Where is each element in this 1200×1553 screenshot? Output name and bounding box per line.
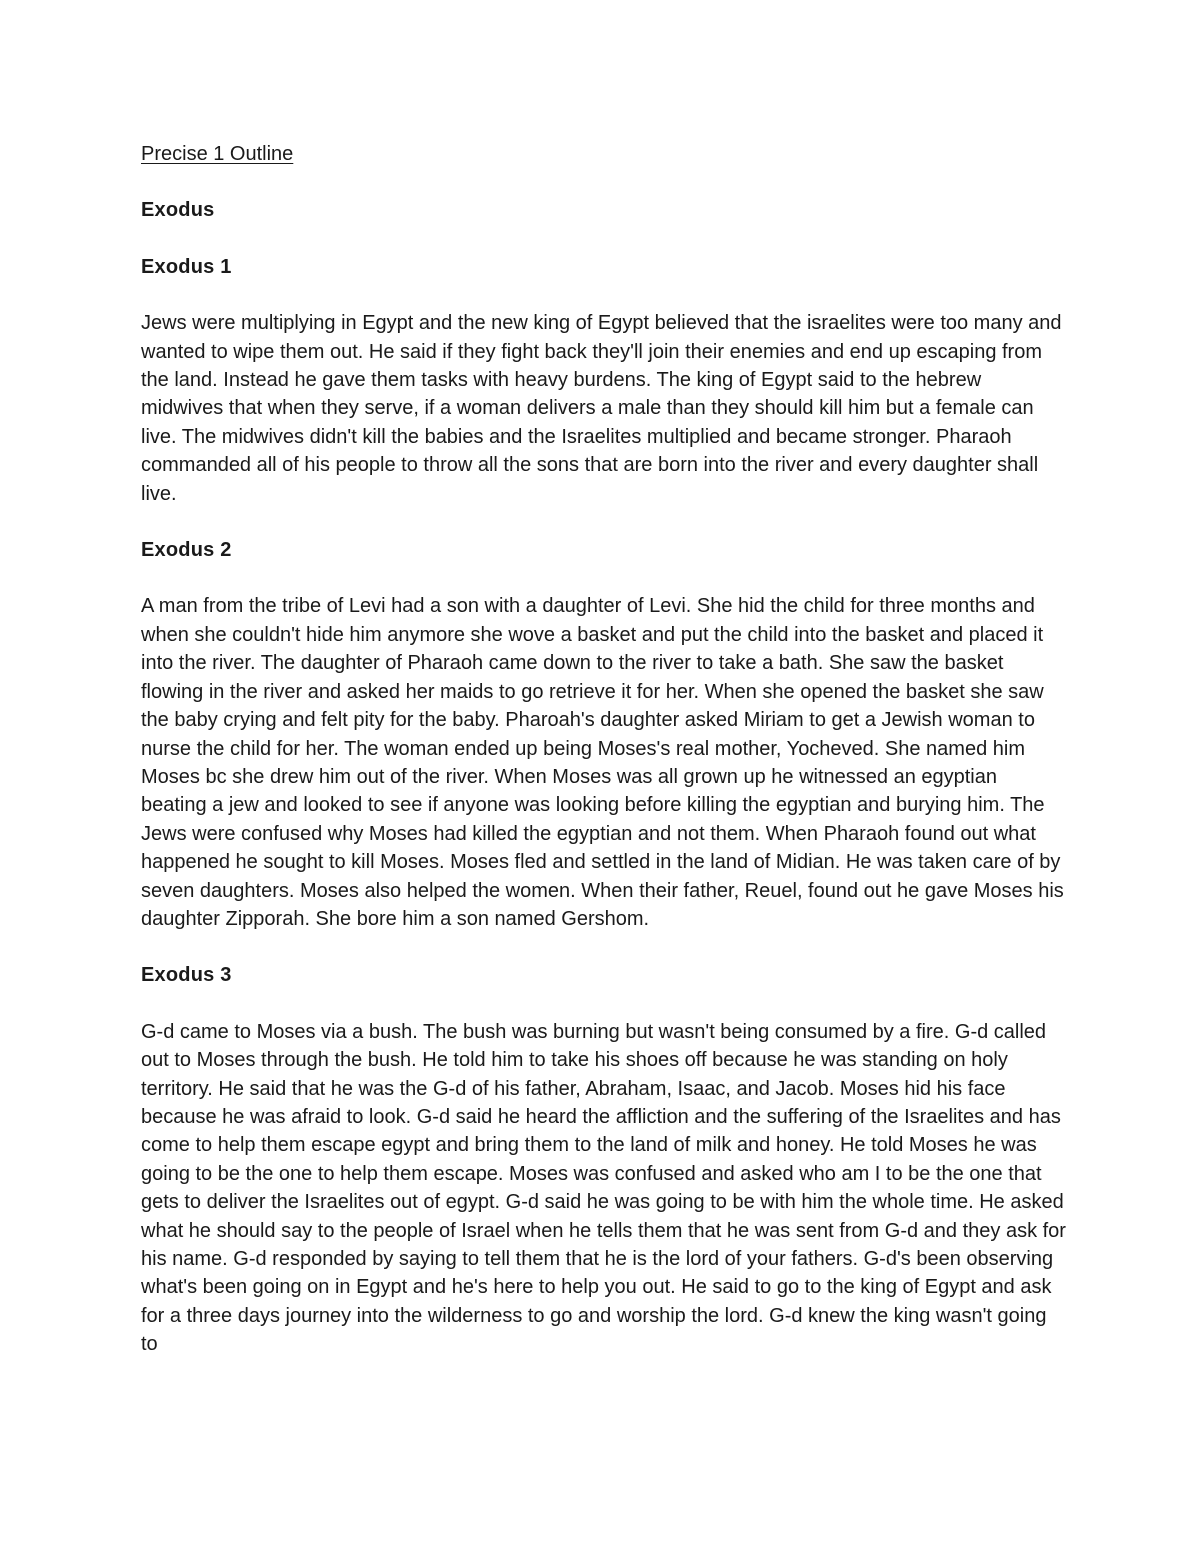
document-content bbox=[141, 140, 1066, 1359]
chapter-exodus-1 bbox=[141, 253, 1066, 508]
document-title: Precise 1 Outline bbox=[141, 143, 294, 165]
chapter-body: Jews were multiplying in Egypt and the new king of Egypt believed that the israelites were too many and wanted to wipe them out. He said if they fight back they'll join their enemies and end up escaping from the land. Instead he gave them tasks with heavy burdens. The king of Egypt said to the hebrew midwives that when they serve, if a woman delivers a male than they should kill him but a female can live. The midwives didn't kill the babies and the Israelites multiplied and became stronger. Pharaoh commanded all of his people to throw all the sons that are born into the river and every daughter shall live. bbox=[141, 312, 1062, 505]
book-heading: Exodus bbox=[141, 199, 215, 222]
chapter-heading: Exodus 2 bbox=[141, 539, 232, 562]
chapter-body: G-d came to Moses via a bush. The bush was burning but wasn't being consumed by a fire. G-d called out to Moses through the bush. He told him to take his shoes off because he was standing on holy territory. He said that he was the G-d of his father, Abraham, Isaac, and Jacob. Moses hid his face because he was afraid to look. G-d said he heard the affliction and the suffering of the Israelites and has come to help them escape egypt and bring them to the land of milk and honey. He told Moses he was going to be the one to help them escape. Moses was confused and asked who am I to be the one that gets to deliver the Israelites out of egypt. G-d said he was going to be with him the whole time. He asked what he should say to the people of Israel when he tells them that he was sent from G-d and they ask for his name. G-d responded by saying to tell them that he is the lord of your fathers. G-d's been observing what's been going on in Egypt and he's here to help you out. He said to go to the king of Egypt and ask for a three days journey into the wilderness to go and worship the lord. G-d knew the king wasn't going to bbox=[141, 1020, 1066, 1356]
chapter-heading: Exodus 3 bbox=[141, 964, 232, 987]
chapter-heading: Exodus 1 bbox=[141, 255, 232, 278]
chapter-exodus-2 bbox=[141, 536, 1066, 933]
chapter-exodus-3 bbox=[141, 961, 1066, 1358]
chapter-body: A man from the tribe of Levi had a son with a daughter of Levi. She hid the child for three months and when she couldn't hide him anymore she wove a basket and put the child into the basket and placed it into the river. The daughter of Pharaoh came down to the river to take a bath. She saw the basket flowing in the river and asked her maids to go retrieve it for her. When she opened the basket she saw the baby crying and felt pity for the baby. Pharoah's daughter asked Miriam to get a Jewish woman to nurse the child for her. The woman ended up being Moses's real mother, Yocheved. She named him Moses bc she drew him out of the river. When Moses was all grown up he witnessed an egyptian beating a jew and looked to see if anyone was looking before killing the egyptian and burying him. The Jews were confused why Moses had killed the egyptian and not them. When Pharaoh found out what happened he sought to kill Moses. Moses fled and settled in the land of Midian. He was taken care of by seven daughters. Moses also helped the women. When their father, Reuel, found out he gave Moses his daughter Zipporah. She bore him a son named Gershom. bbox=[141, 595, 1064, 930]
